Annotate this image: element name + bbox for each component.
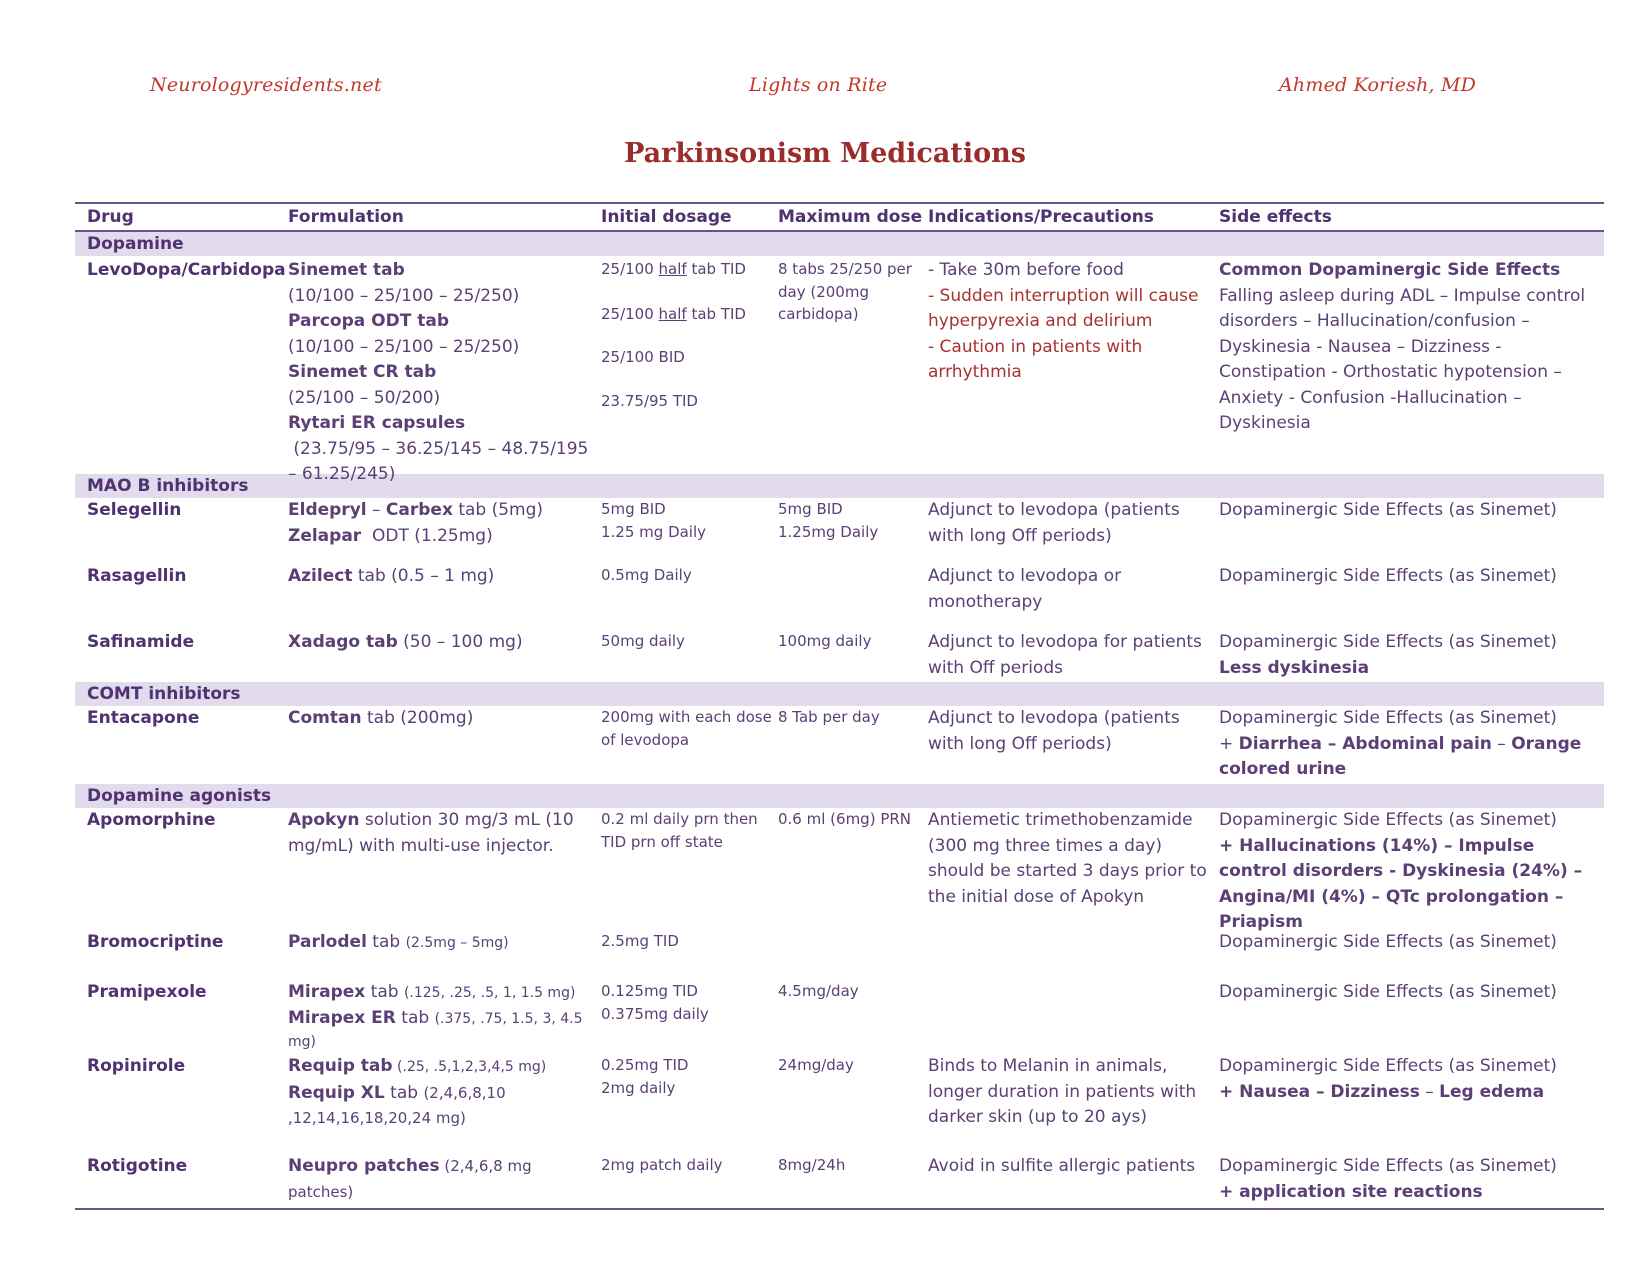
column-header-side-effects: Side effects: [1219, 207, 1332, 227]
initial-dosage: 1.25 mg Daily: [601, 522, 707, 541]
header-subtitle: Lights on Rite: [749, 74, 888, 96]
dose-text-underlined: half: [658, 304, 687, 323]
maximum-dose: [778, 564, 928, 630]
initial-dosage: 0.5mg Daily: [601, 566, 692, 584]
brand-name: Comtan: [288, 708, 362, 728]
table-row-ropinirole: [75, 1054, 1604, 1154]
formulation-cell: [288, 564, 601, 630]
initial-dosage: 2mg patch daily: [601, 1156, 723, 1174]
side-effects-text: Dopaminergic Side Effects (as Sinemet): [1219, 810, 1557, 830]
maximum-dose: 8 tabs 25/250 per day (200mg carbidopa): [778, 260, 912, 323]
indication-text: Adjunct to levodopa for patients with Off periods: [928, 632, 1202, 678]
category-dopamine: Dopamine: [75, 232, 1604, 256]
formulation-name: Parcopa ODT tab: [288, 311, 450, 331]
formulation-cell: [288, 498, 601, 564]
formulation-strength: (23.75/95 – 36.25/145 – 48.75/195 – 61.25/245): [288, 438, 594, 484]
side-effects-text: Dopaminergic Side Effects (as Sinemet): [1219, 708, 1557, 728]
maximum-dose-cell: [778, 498, 928, 564]
formulation-cell: [288, 1154, 601, 1208]
drug-name: Apomorphine: [87, 810, 216, 830]
table-row-selegellin: [75, 498, 1604, 564]
formulation-detail: (50 – 100 mg): [397, 632, 523, 652]
brand-name: Azilect: [288, 566, 353, 586]
brand-name: Neupro patches: [288, 1156, 440, 1176]
maximum-dose: 5mg BID: [778, 500, 843, 518]
table-row-rasagellin: [75, 564, 1604, 630]
formulation-detail: tab: [384, 1082, 424, 1103]
side-effect-bold: Leg edema: [1439, 1081, 1545, 1102]
side-effects-cell: [1219, 808, 1604, 930]
precaution-text: - Caution in patients with arrhythmia: [928, 336, 1143, 382]
maximum-dose: 1.25mg Daily: [778, 522, 879, 541]
side-effect-bold: Orange colored urine: [1219, 733, 1582, 779]
indication-text: Adjunct to levodopa or monotherapy: [928, 566, 1122, 612]
formulation-cell: [288, 980, 601, 1054]
medications-table: [75, 202, 1604, 1210]
side-effects-extra: + application site reactions: [1219, 1181, 1483, 1202]
formulation-strength: (10/100 – 25/100 – 25/250): [288, 285, 520, 306]
indication-text: Adjunct to levodopa (patients with long Off periods): [928, 500, 1180, 546]
formulation-name: Sinemet CR tab: [288, 362, 437, 382]
formulation-strength: (.125, .25, .5, 1, 1.5 mg): [403, 985, 576, 1001]
header-author: Ahmed Koriesh, MD: [1279, 74, 1477, 96]
table-row-entacapone: [75, 706, 1604, 784]
side-effect-bold: + Nausea – Dizziness: [1219, 1081, 1420, 1102]
initial-dosage-cell: [601, 1054, 778, 1154]
formulation-detail: tab (0.5 – 1 mg): [352, 566, 495, 586]
maximum-dose: 100mg daily: [778, 632, 872, 650]
dose-text: tab TID: [686, 304, 746, 323]
side-effects-text: Dopaminergic Side Effects (as Sinemet): [1219, 1056, 1557, 1076]
formulation-detail: ODT (1.25mg): [361, 525, 493, 546]
dose-text: tab TID: [686, 260, 746, 278]
maximum-dose: 0.6 ml (6mg) PRN: [778, 810, 912, 828]
side-effects-text: Dopaminergic Side Effects (as Sinemet): [1219, 932, 1557, 952]
drug-name: Rotigotine: [87, 1156, 188, 1176]
formulation-detail: solution 30 mg/3 mL (10 mg/mL) with multi-use injector.: [288, 810, 574, 856]
brand-name: Parlodel: [288, 932, 367, 952]
brand-name: Mirapex: [288, 982, 366, 1002]
drug-name: Entacapone: [87, 708, 200, 728]
column-header-initial-dosage: Initial dosage: [601, 207, 732, 227]
formulation-detail: tab: [366, 932, 406, 952]
drug-name: Rasagellin: [87, 566, 187, 586]
initial-dosage: [601, 303, 778, 326]
brand-name: Zelapar: [288, 525, 362, 546]
indication-text: Avoid in sulfite allergic patients: [928, 1156, 1196, 1176]
side-effects-text: Falling asleep during ADL – Impulse control disorders – Hallucination/confusion – Dyskinesia - Nausea – Dizziness - Constipation - Orthostatic hypotension – Anxiety - Confusion -Hallucination – Dyskinesia: [1219, 285, 1586, 433]
indication-text: [928, 930, 1219, 980]
table-header-row: [75, 204, 1604, 232]
drug-name: Safinamide: [87, 632, 195, 652]
dose-text: 25/100: [601, 304, 659, 323]
side-effects-text: Dopaminergic Side Effects (as Sinemet): [1219, 632, 1557, 652]
initial-dosage-cell: [601, 980, 778, 1054]
precaution-text: - Sudden interruption will cause hyperpyrexia and delirium: [928, 285, 1199, 331]
page-title: Parkinsonism Medications: [624, 138, 1026, 169]
table-row-pramipexole: [75, 980, 1604, 1054]
initial-dosage: 50mg daily: [601, 632, 685, 650]
category-comt-inhibitors: COMT inhibitors: [75, 682, 1604, 706]
formulation-detail: tab: [365, 982, 404, 1002]
side-effects-cell: [1219, 256, 1604, 474]
formulation-line: [288, 1054, 601, 1081]
brand-name: Eldepryl: [288, 500, 367, 520]
side-effects-cell: [1219, 1054, 1604, 1154]
initial-dosage-cell: [601, 498, 778, 564]
brand-name: Xadago tab: [288, 632, 398, 652]
initial-dosage-cell: [601, 256, 778, 474]
drug-name: Pramipexole: [87, 982, 207, 1002]
formulation-strength: (.25, .5,1,2,3,4,5 mg): [392, 1059, 547, 1075]
formulation-cell: [288, 256, 601, 484]
side-effects-cell: [1219, 630, 1604, 682]
side-effects-extra: [1219, 732, 1604, 783]
initial-dosage: 2.5mg TID: [601, 932, 679, 950]
formulation-strength: (2,4,6,8,10 ,12,14,16,18,20,24 mg): [288, 1083, 506, 1127]
brand-name: Carbex: [385, 500, 453, 520]
dose-text-underlined: half: [658, 260, 687, 278]
formulation-cell: [288, 1054, 601, 1154]
side-effects-cell: [1219, 706, 1604, 784]
initial-dosage: 0.125mg TID: [601, 982, 698, 1000]
separator: –: [1419, 1081, 1440, 1102]
formulation-cell: [288, 630, 601, 682]
side-effects-text: Dopaminergic Side Effects (as Sinemet): [1219, 500, 1557, 520]
table-row-safinamide: [75, 630, 1604, 682]
indications-cell: [928, 256, 1219, 474]
column-header-maximum-dose: Maximum dose: [778, 207, 923, 227]
table-row-levodopa: [75, 256, 1604, 484]
category-dopamine-agonists: Dopamine agonists: [75, 784, 1604, 808]
formulation-line: [288, 498, 601, 524]
drug-name: LevoDopa/Carbidopa: [87, 260, 286, 280]
formulation-detail: tab (200mg): [361, 708, 474, 728]
initial-dosage: [601, 258, 778, 281]
side-effects-cell: [1219, 1154, 1604, 1208]
dose-text: 25/100: [601, 260, 659, 278]
indication-text: Binds to Melanin in animals, longer duration in patients with darker skin (up to 20 ays): [928, 1056, 1197, 1127]
initial-dosage: 23.75/95 TID: [601, 391, 698, 410]
side-effects-text: Dopaminergic Side Effects (as Sinemet): [1219, 566, 1557, 586]
side-effects-heading: Common Dopaminergic Side Effects: [1219, 260, 1561, 280]
formulation-name: Sinemet tab: [288, 260, 405, 280]
initial-dosage: 200mg with each dose of levodopa: [601, 708, 772, 749]
initial-dosage: 25/100 BID: [601, 348, 685, 366]
initial-dosage: 0.2 ml daily prn then TID prn off state: [601, 810, 758, 851]
separator: –: [366, 500, 386, 520]
column-header-indications: Indications/Precautions: [928, 207, 1154, 227]
indication-text: - Take 30m before food: [928, 260, 1124, 280]
maximum-dose: 8mg/24h: [778, 1156, 846, 1174]
formulation-cell: [288, 930, 601, 980]
formulation-line: [288, 1081, 601, 1132]
formulation-line: [288, 524, 601, 550]
side-effect-bold: Diarrhea – Abdominal pain: [1238, 733, 1492, 754]
plus-sign: +: [1219, 733, 1239, 754]
column-header-formulation: Formulation: [288, 207, 404, 227]
formulation-strength: (10/100 – 25/100 – 25/250): [288, 336, 520, 357]
formulation-strength: (2,4,6,8 mg patches): [288, 1157, 532, 1201]
indication-text: Antiemetic trimethobenzamide (300 mg three times a day) should be started 3 days prior to the initial dose of Apokyn: [928, 810, 1207, 907]
formulation-cell: [288, 706, 601, 784]
formulation-line: [288, 1007, 601, 1053]
side-effects-text: Dopaminergic Side Effects (as Sinemet): [1219, 1156, 1557, 1176]
formulation-detail: tab (5mg): [452, 500, 544, 520]
indication-text: Adjunct to levodopa (patients with long Off periods): [928, 708, 1180, 754]
separator: –: [1491, 733, 1512, 754]
initial-dosage: 5mg BID: [601, 500, 666, 518]
formulation-strength: (2.5mg – 5mg): [405, 935, 509, 951]
indication-text: [928, 980, 1219, 1054]
table-row-bromocriptine: [75, 930, 1604, 980]
maximum-dose: [778, 930, 928, 980]
formulation-strength: (25/100 – 50/200): [288, 387, 441, 408]
formulation-name: Rytari ER capsules: [288, 413, 466, 433]
initial-dosage: 0.25mg TID: [601, 1056, 689, 1074]
formulation-line: [288, 980, 601, 1007]
drug-name: Ropinirole: [87, 1056, 186, 1076]
drug-name: Bromocriptine: [87, 932, 224, 952]
maximum-dose: 8 Tab per day: [778, 708, 880, 726]
formulation-strength: (.375, .75, 1.5, 3, 4.5 mg): [288, 1010, 583, 1050]
side-effects-text: Dopaminergic Side Effects (as Sinemet): [1219, 982, 1557, 1002]
maximum-dose: 24mg/day: [778, 1056, 854, 1074]
header-site: Neurologyresidents.net: [150, 74, 382, 96]
brand-name: Requip XL: [288, 1082, 385, 1103]
category-mao-b-inhibitors: MAO B inhibitors: [75, 474, 1604, 498]
side-effects-extra: + Hallucinations (14%) – Impulse control disorders - Dyskinesia (24%) – Angina/MI (4%) – QTc prolongation – Priapism: [1219, 835, 1583, 932]
brand-name: Requip tab: [288, 1056, 393, 1076]
formulation-cell: [288, 808, 601, 930]
brand-name: Apokyn: [288, 810, 360, 830]
initial-dosage: 2mg daily: [601, 1078, 676, 1097]
drug-name: Selegellin: [87, 500, 182, 520]
maximum-dose: 4.5mg/day: [778, 982, 859, 1000]
side-effects-extra: Less dyskinesia: [1219, 657, 1370, 678]
formulation-detail: tab: [395, 1007, 435, 1028]
brand-name: Mirapex ER: [288, 1007, 396, 1028]
table-row-apomorphine: [75, 808, 1604, 930]
initial-dosage: 0.375mg daily: [601, 1004, 709, 1023]
side-effects-extra: [1219, 1080, 1604, 1106]
table-row-rotigotine: [75, 1154, 1604, 1208]
column-header-drug: Drug: [87, 207, 134, 227]
